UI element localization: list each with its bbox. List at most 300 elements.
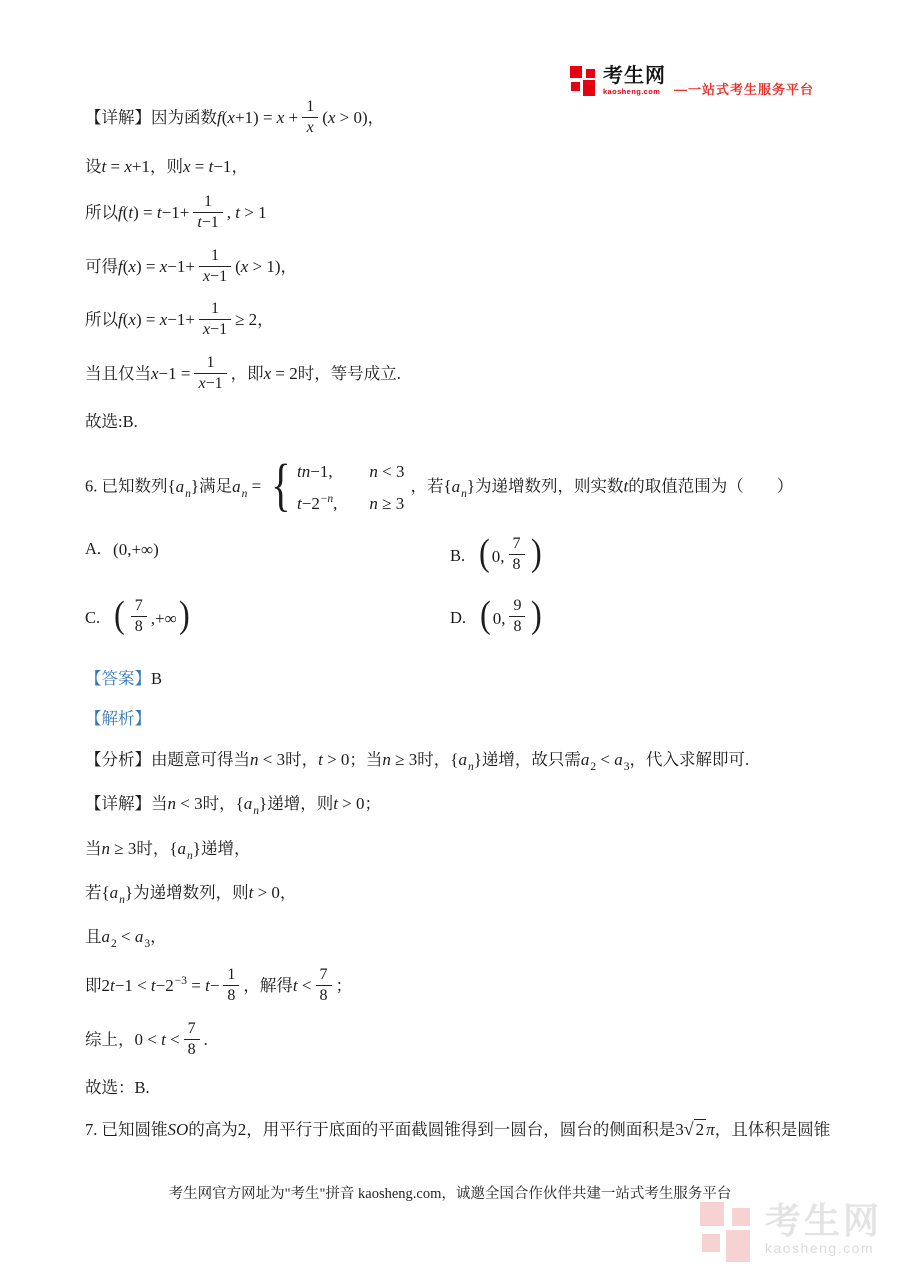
- math-token: 8: [512, 555, 521, 573]
- math-run: [333, 494, 337, 513]
- math-var: n: [369, 462, 378, 482]
- math-run: [474, 750, 482, 769]
- math-token: {: [443, 476, 452, 496]
- math-token: (: [122, 256, 129, 276]
- fraction: [184, 1020, 200, 1059]
- text-run: ，代入求解即可.: [629, 750, 750, 770]
- math-token: < 3: [377, 462, 405, 482]
- math-var: a: [580, 750, 590, 770]
- math-token: 1: [206, 354, 215, 372]
- math-token: = 2: [271, 364, 298, 384]
- math-token: {: [450, 750, 459, 770]
- math-run: [102, 839, 137, 858]
- math-token: 1: [306, 98, 315, 115]
- logo-brand: 考生网: [602, 65, 666, 87]
- math-token: > 1): [248, 256, 281, 276]
- math-superscripted: [311, 494, 333, 513]
- math-var: a: [458, 750, 467, 770]
- blue-label: 【解析】: [85, 709, 151, 729]
- math-token: 8: [513, 617, 522, 635]
- math-var: a: [243, 794, 253, 814]
- option-a: [85, 537, 159, 563]
- math-var: n: [119, 893, 125, 906]
- math-var: x: [202, 267, 211, 285]
- math-subscripted: [580, 750, 597, 774]
- math-run: [492, 544, 505, 570]
- math-token: ,: [226, 202, 236, 222]
- math-token: }: [473, 750, 482, 770]
- option-d: [450, 594, 544, 638]
- math-var: x: [124, 156, 132, 176]
- math-var: f: [118, 202, 123, 222]
- math-var: t: [248, 882, 254, 902]
- math-token: }: [259, 794, 268, 814]
- text-run: ；: [335, 976, 352, 996]
- math-var: tn: [297, 462, 311, 482]
- math-token: 2: [590, 761, 597, 774]
- numerator: [509, 597, 525, 617]
- math-token: 3: [623, 761, 630, 774]
- fraction: [509, 597, 525, 636]
- text-run: 时，等号成立.: [297, 364, 401, 384]
- math-token: 2: [111, 938, 117, 951]
- math-var: a: [451, 476, 461, 496]
- math-var: t: [333, 794, 338, 814]
- piecewise-cases: [267, 452, 405, 518]
- math-run: [247, 477, 261, 496]
- fraction: [199, 247, 231, 286]
- math-token: −1 <: [114, 976, 151, 996]
- math-token: −1: [205, 375, 223, 393]
- detail2-line-3: [85, 880, 865, 909]
- superscript: [321, 493, 333, 505]
- text-run: 所以: [85, 310, 118, 330]
- math-subscripted: [614, 750, 630, 774]
- math-var: x: [263, 364, 272, 384]
- case-condition: [369, 491, 404, 517]
- math-var: t: [208, 156, 214, 176]
- text-run: ，: [150, 927, 167, 947]
- math-run: [151, 364, 190, 383]
- detail-line-equality: [85, 356, 865, 395]
- math-token: ,+∞: [150, 608, 177, 628]
- big-paren: ): [531, 594, 543, 637]
- math-run: [151, 606, 177, 632]
- numerator: [199, 300, 231, 320]
- math-token: ≥ 3: [377, 494, 405, 514]
- left-brace-icon: {: [271, 452, 291, 518]
- big-paren: (: [479, 532, 490, 575]
- math-var: x: [198, 375, 206, 393]
- math-var: x: [159, 256, 168, 276]
- math-var: n: [327, 493, 334, 506]
- detail2-line-6: [85, 1022, 865, 1061]
- text-run: 为递增数列，则: [133, 882, 249, 902]
- radical-icon: √: [683, 1118, 694, 1139]
- math-token: 7: [187, 1020, 196, 1038]
- math-token: 8: [319, 987, 328, 1005]
- text-run: B: [151, 669, 163, 689]
- math-token: −: [155, 976, 166, 996]
- math-token: <: [596, 750, 615, 770]
- fraction: [509, 535, 525, 574]
- math-token: =: [247, 476, 262, 496]
- answer-choice-line: [85, 410, 865, 435]
- math-var: n: [241, 487, 248, 500]
- big-paren: (: [114, 594, 125, 637]
- math-var: x: [128, 256, 136, 276]
- detail-line-sub: [85, 154, 865, 180]
- answer-label-line: [85, 667, 865, 692]
- detail2-line-5: [85, 968, 865, 1007]
- math-run: [318, 750, 349, 769]
- math-token: 0 <: [134, 1030, 162, 1050]
- math-token: 7: [319, 966, 328, 984]
- math-token: +1: [131, 156, 150, 176]
- big-paren: ): [178, 594, 190, 637]
- fraction: [302, 98, 318, 137]
- numerator: [194, 354, 226, 374]
- math-token: (: [235, 256, 241, 276]
- case-condition: [369, 459, 404, 485]
- math-token: =: [190, 156, 209, 176]
- math-var: t: [156, 202, 162, 222]
- math-run: [168, 1120, 189, 1139]
- math-token: <: [116, 927, 135, 947]
- math-token: −: [209, 976, 220, 996]
- math-token: −1+: [161, 202, 190, 222]
- text-run: ；当: [349, 750, 383, 770]
- text-run: 递增，: [200, 838, 251, 858]
- math-run: [235, 311, 257, 330]
- math-token: −1: [210, 321, 228, 339]
- math-token: −1: [210, 267, 228, 285]
- text-run: 当且仅当: [85, 364, 151, 384]
- math-var: x: [182, 156, 191, 176]
- text-run: 时，: [417, 750, 451, 770]
- analysis-line: [85, 747, 865, 776]
- cases-table: [297, 459, 404, 517]
- option-c: [85, 594, 191, 638]
- math-run: [168, 477, 176, 496]
- math-token: =: [106, 156, 125, 176]
- text-run: 【分析】由题意可得当: [85, 750, 250, 770]
- math-run: [169, 839, 177, 858]
- math-run: [118, 257, 195, 276]
- math-run: [102, 883, 110, 902]
- math-token: > 0): [335, 108, 368, 128]
- math-token: 7: [134, 597, 143, 615]
- math-var: x: [227, 108, 235, 128]
- math-token: ) =: [135, 256, 160, 276]
- numerator: [223, 966, 239, 986]
- math-var: a: [101, 927, 110, 947]
- math-var: x: [151, 364, 159, 384]
- math-token: }: [124, 882, 134, 902]
- math-token: 2: [237, 1119, 247, 1139]
- superscript: [175, 975, 187, 987]
- watermark-domain: kaosheng.com: [764, 1239, 875, 1256]
- fraction: [193, 193, 222, 232]
- math-token: −1 =: [158, 364, 191, 384]
- math-run: [135, 1030, 180, 1049]
- numerator: [193, 193, 222, 213]
- math-token: (: [122, 202, 129, 222]
- watermark-h-icon: [699, 1202, 757, 1262]
- fraction: [199, 300, 231, 339]
- denominator: [184, 1040, 200, 1059]
- math-subscripted: [175, 476, 191, 500]
- math-token: −1: [213, 156, 232, 176]
- math-var: π: [706, 1119, 715, 1139]
- math-var: a: [232, 476, 241, 496]
- math-var: a: [177, 838, 187, 858]
- math-var: t: [318, 750, 323, 770]
- math-token: 3: [144, 938, 151, 951]
- math-run: [706, 1120, 715, 1139]
- math-run: [369, 494, 404, 513]
- math-run: [238, 1120, 247, 1139]
- denominator: [302, 118, 318, 137]
- denominator: [193, 213, 222, 232]
- footer-text: 考生网官方网址为"考生"拼音 kaosheng.com，诚邀全国合作伙伴共建一站式考生服务平台: [168, 1186, 732, 1202]
- math-token: <: [297, 976, 312, 996]
- fraction: [223, 966, 239, 1005]
- text-run: ，若: [410, 476, 444, 496]
- numerator: [316, 966, 332, 986]
- denominator: [316, 986, 332, 1005]
- fraction: [316, 966, 332, 1005]
- case-expression: [297, 459, 337, 485]
- math-token: {: [169, 838, 178, 858]
- math-token: +1) =: [234, 108, 277, 128]
- denominator: [223, 986, 239, 1005]
- text-run: 故选：B.: [85, 1077, 150, 1097]
- math-var: x: [159, 310, 168, 330]
- text-run: 7. 已知圆锥: [85, 1119, 168, 1139]
- math-token: ≥ 3: [390, 750, 418, 770]
- big-paren: (: [479, 594, 491, 637]
- text-run: 当: [85, 838, 102, 858]
- math-run: [675, 1120, 684, 1139]
- math-run: [297, 494, 311, 513]
- logo-tagline: —一站式考生服务平台: [673, 82, 814, 97]
- denominator: [194, 374, 226, 393]
- math-run: [187, 976, 219, 995]
- detail-line-fx2: [85, 246, 865, 288]
- text-run: 递增，故只需: [481, 750, 581, 770]
- denominator: [131, 617, 147, 636]
- math-subscripted: [232, 476, 248, 500]
- math-var: n: [253, 805, 260, 818]
- text-run: 满足: [199, 476, 233, 496]
- math-var: f: [118, 310, 123, 330]
- math-run: [227, 203, 267, 222]
- options-row-cd: [85, 594, 865, 653]
- option-label: C.: [85, 608, 101, 628]
- text-run: 时，: [285, 750, 319, 770]
- math-var: t: [101, 156, 107, 176]
- math-var: n: [382, 750, 391, 770]
- math-run: [191, 477, 199, 496]
- math-var: t: [128, 202, 134, 222]
- math-run: [102, 157, 150, 176]
- math-token: <: [165, 1030, 180, 1050]
- text-run: 所以: [85, 202, 118, 222]
- math-token: {: [101, 882, 110, 902]
- math-run: [249, 883, 280, 902]
- text-run: .: [203, 1030, 208, 1050]
- text-run: 为递增数列，则实数: [475, 476, 624, 496]
- math-var: x: [327, 108, 336, 128]
- math-token: −1: [201, 213, 219, 231]
- math-superscripted: [165, 976, 187, 995]
- square-root: [684, 1120, 706, 1139]
- math-token: 0,: [492, 608, 506, 628]
- detail2-line-1: [85, 791, 865, 820]
- math-var: n: [369, 494, 378, 514]
- watermark-text: [765, 1202, 882, 1256]
- math-token: < 3: [258, 750, 286, 770]
- text-run: 即: [85, 976, 102, 996]
- math-token: 2: [165, 976, 174, 996]
- math-token: 0,: [491, 546, 505, 566]
- math-token: ) =: [135, 310, 160, 330]
- math-run: [443, 477, 451, 496]
- math-token: > 0: [337, 794, 365, 814]
- big-paren: ): [530, 532, 542, 575]
- text-run: ；: [364, 794, 382, 814]
- math-run: [193, 839, 201, 858]
- math-var: t: [205, 976, 210, 996]
- math-token: 8: [187, 1041, 196, 1059]
- math-var: n: [185, 487, 191, 500]
- math-var: SO: [167, 1119, 189, 1139]
- text-run: ，: [280, 256, 298, 276]
- math-token: > 0: [253, 882, 280, 902]
- math-token: +: [284, 108, 299, 128]
- content: [85, 100, 865, 1158]
- case-expression: [297, 491, 337, 517]
- math-token: −: [320, 493, 328, 506]
- math-var: x: [306, 118, 314, 136]
- math-run: [125, 883, 133, 902]
- text-run: 综上，: [85, 1030, 135, 1050]
- watermark-brand: 考生网: [764, 1200, 882, 1241]
- text-run: ，用平行于底面的平面截圆锥得到一圆台，圆台的侧面积是: [246, 1119, 676, 1139]
- option-label: B.: [450, 546, 466, 566]
- math-run: [264, 364, 298, 383]
- math-run: [333, 794, 364, 813]
- math-var: a: [134, 927, 144, 947]
- numerator: [131, 597, 147, 617]
- answer-choice-line-2: [85, 1076, 865, 1101]
- math-token: {: [167, 476, 176, 496]
- question-6: [85, 452, 865, 518]
- text-run: ，即: [230, 364, 264, 384]
- math-var: a: [109, 882, 119, 902]
- math-token: > 1: [240, 202, 267, 222]
- math-token: 1: [211, 300, 219, 318]
- math-subscripted: [101, 927, 117, 951]
- text-run: 递增，则: [267, 794, 334, 814]
- math-token: 2: [101, 976, 110, 996]
- math-run: [297, 462, 333, 481]
- math-token: }: [466, 476, 476, 496]
- math-run: [467, 477, 475, 496]
- math-run: [236, 794, 244, 813]
- math-run: [235, 257, 280, 276]
- math-token: {: [235, 794, 244, 814]
- text-run: 的高为: [188, 1119, 238, 1139]
- math-run: [102, 976, 166, 995]
- math-var: x: [276, 108, 285, 128]
- math-token: }: [192, 838, 201, 858]
- numerator: [184, 1020, 200, 1040]
- math-subscripted: [458, 750, 474, 774]
- denominator: [509, 617, 525, 636]
- detail-line-ineq: [85, 302, 865, 341]
- math-token: 1: [227, 966, 236, 984]
- option-label: A.: [85, 539, 102, 559]
- detail2-line-4: [85, 924, 865, 953]
- math-token: −1,: [310, 462, 333, 482]
- math-var: a: [175, 476, 185, 496]
- math-subscripted: [109, 882, 125, 906]
- numerator: [509, 535, 525, 555]
- math-token: 1: [204, 192, 213, 210]
- radicand: [694, 1119, 707, 1139]
- math-token: (: [122, 310, 129, 330]
- numerator: [302, 98, 318, 118]
- text-run: 故选:B.: [85, 412, 138, 432]
- math-run: [117, 927, 135, 946]
- math-token: 8: [227, 987, 236, 1005]
- math-token: 1: [211, 246, 219, 264]
- math-subscripted: [451, 476, 467, 500]
- math-run: [259, 794, 267, 813]
- text-run: ，且体积是圆锥: [714, 1119, 831, 1139]
- logo-text: [603, 66, 666, 96]
- numerator: [199, 247, 231, 267]
- math-run: [493, 606, 506, 632]
- math-token: < 3: [176, 794, 203, 814]
- math-run: [217, 108, 298, 127]
- math-var: t: [292, 976, 298, 996]
- kaosheng-logo: [570, 66, 814, 98]
- kaosheng-h-icon: [570, 66, 598, 96]
- denominator: [199, 320, 231, 339]
- denominator: [199, 267, 231, 286]
- math-token: 9: [513, 597, 522, 615]
- math-run: [118, 203, 189, 222]
- text-run: ，: [231, 156, 248, 176]
- text-run: ，: [279, 882, 297, 902]
- math-run: [118, 311, 195, 330]
- math-run: [382, 750, 417, 769]
- math-var: t: [161, 1030, 166, 1050]
- text-run: ，: [257, 310, 274, 330]
- math-var: t: [110, 976, 115, 996]
- math-var: f: [118, 256, 123, 276]
- text-run: 【详解】因为函数: [85, 108, 217, 128]
- math-token: −3: [174, 975, 187, 988]
- math-token: ,: [333, 494, 338, 514]
- logo-domain: kaosheng.com: [602, 87, 661, 96]
- math-token: 8: [134, 617, 143, 635]
- analysis-label-line: [85, 707, 865, 732]
- text-run: ，解得: [243, 976, 293, 996]
